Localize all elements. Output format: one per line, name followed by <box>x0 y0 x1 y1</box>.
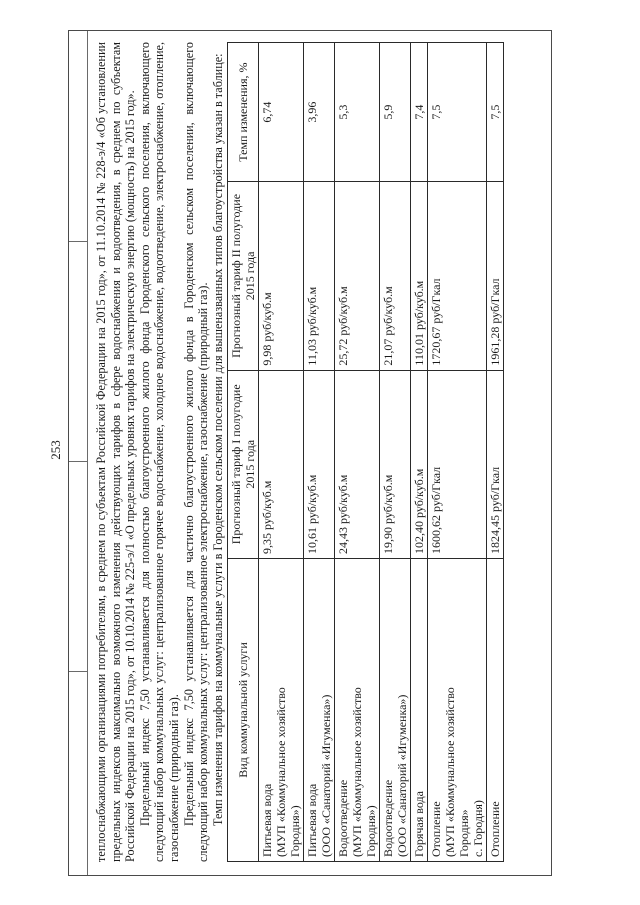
cell-tariff-h2: 11,03 руб/куб.м <box>304 182 335 370</box>
paragraph-full-amenities: Предельный индекс 7,50 устанавливается для полностью благоустроенного жилого фонда Городенского сельского поселения, включающего следующий набор коммунальных услуг: централизованное горячее водоснабжение, холодное водоснабжение, водоотведение, электроснабжение, отопление, газоснабжение (природный газ). <box>137 42 181 862</box>
tariff-rows <box>259 43 504 862</box>
service-line: (МУП «Коммунальное хозяйство <box>350 687 365 857</box>
service-line: Питьевая вода <box>305 783 320 857</box>
table-row <box>380 43 411 862</box>
table-row <box>335 43 380 862</box>
cell-service <box>428 558 487 861</box>
service-line: (МУП «Коммунальное хозяйство <box>274 687 289 857</box>
service-line: Горячая вода <box>412 791 427 857</box>
cell-service <box>487 558 504 861</box>
cell-tariff-h2: 25,72 руб/куб.м <box>335 182 380 370</box>
paragraph-table-intro: Темп изменения тарифов на коммунальные услуги в Городенском сельском поселении для вышеназванных типов благоустройства указан в таблице: <box>210 53 225 826</box>
table-header-row <box>228 43 259 862</box>
margin-mark <box>69 461 87 462</box>
cell-service <box>411 558 428 861</box>
cell-change: 7,5 <box>428 43 487 182</box>
service-line: (МУП «Коммунальное хозяйство <box>443 687 458 857</box>
table-row <box>428 43 487 862</box>
service-line: Городня») <box>288 805 303 857</box>
header-service: Вид коммунальной услуги <box>228 558 259 861</box>
cell-service <box>304 558 335 861</box>
cell-tariff-h1: 24,43 руб/куб.м <box>335 370 380 558</box>
cell-tariff-h1: 19,90 руб/куб.м <box>380 370 411 558</box>
cell-service <box>259 558 304 861</box>
service-line: Водоотведение <box>336 779 351 857</box>
table-row <box>304 43 335 862</box>
service-line: с. Городня) <box>471 800 486 857</box>
cell-tariff-h2: 1720,67 руб/Гкал <box>428 182 487 370</box>
cell-tariff-h1: 10,61 руб/куб.м <box>304 370 335 558</box>
cell-service <box>380 558 411 861</box>
cell-change: 5,9 <box>380 43 411 182</box>
cell-change: 7,4 <box>411 43 428 182</box>
tariff-table <box>227 42 504 862</box>
margin-mark <box>69 241 87 242</box>
cell-change: 3,96 <box>304 43 335 182</box>
paragraph-partial-amenities: Предельный индекс 7,50 устанавливается для частично благоустроенного жилого фонда в Городенском сельском поселении, включающего следующий набор коммунальных услуг: централизованное электроснабжение, газоснабжение (природный газ). <box>181 42 211 862</box>
cell-tariff-h2: 21,07 руб/куб.м <box>380 182 411 370</box>
cell-tariff-h1: 1824,45 руб/Гкал <box>487 370 504 558</box>
service-line: Отопление <box>429 801 444 857</box>
header-change: Темп изменения, % <box>228 43 259 182</box>
header-tariff-h2: Прогнозный тариф II полугодие 2015 года <box>228 182 259 370</box>
cell-change: 5,3 <box>335 43 380 182</box>
service-line: Городня») <box>364 805 379 857</box>
page-number: 253 <box>48 440 63 460</box>
document-body <box>86 30 552 876</box>
table-row <box>487 43 504 862</box>
cell-change: 6,74 <box>259 43 304 182</box>
cell-service <box>335 558 380 861</box>
cell-tariff-h1: 1600,62 руб/Гкал <box>428 370 487 558</box>
cell-tariff-h2: 9,98 руб/куб.м <box>259 182 304 370</box>
service-line: Отопление <box>488 801 503 857</box>
service-line: Питьевая вода <box>260 783 275 857</box>
cell-tariff-h1: 9,35 руб/куб.м <box>259 370 304 558</box>
service-line: Городня» <box>457 809 472 857</box>
table-row <box>411 43 428 862</box>
margin-mark <box>69 671 87 672</box>
service-line: Водоотведение <box>381 779 396 857</box>
cell-change: 7,5 <box>487 43 504 182</box>
cell-tariff-h2: 110,01 руб/куб.м <box>411 182 428 370</box>
cell-tariff-h2: 1961,28 руб/Гкал <box>487 182 504 370</box>
table-row <box>259 43 304 862</box>
cell-tariff-h1: 102,40 руб/куб.м <box>411 370 428 558</box>
paragraph-intro: теплоснабжающими организациями потребителям, в среднем по субъектам Российской Федерации на 2015 год», от 11.10.2014 № 228-э/4 «Об установлении предельных индексов максимально возможного изменения действующих тарифов в сфере водоснабжения и водоотведения, в среднем по субъектам Российской Федерации на 2015 год», от 10.10.2014 № 225-э/1 «О предельных уровнях тарифов на электрическую энергию (мощность) на 2015 год». <box>94 42 138 862</box>
service-line: (ООО «Санаторий «Игуменка») <box>395 694 410 857</box>
service-line: (ООО «Санаторий «Игуменка») <box>319 694 334 857</box>
header-tariff-h1: Прогнозный тариф I полугодие 2015 года <box>228 370 259 558</box>
